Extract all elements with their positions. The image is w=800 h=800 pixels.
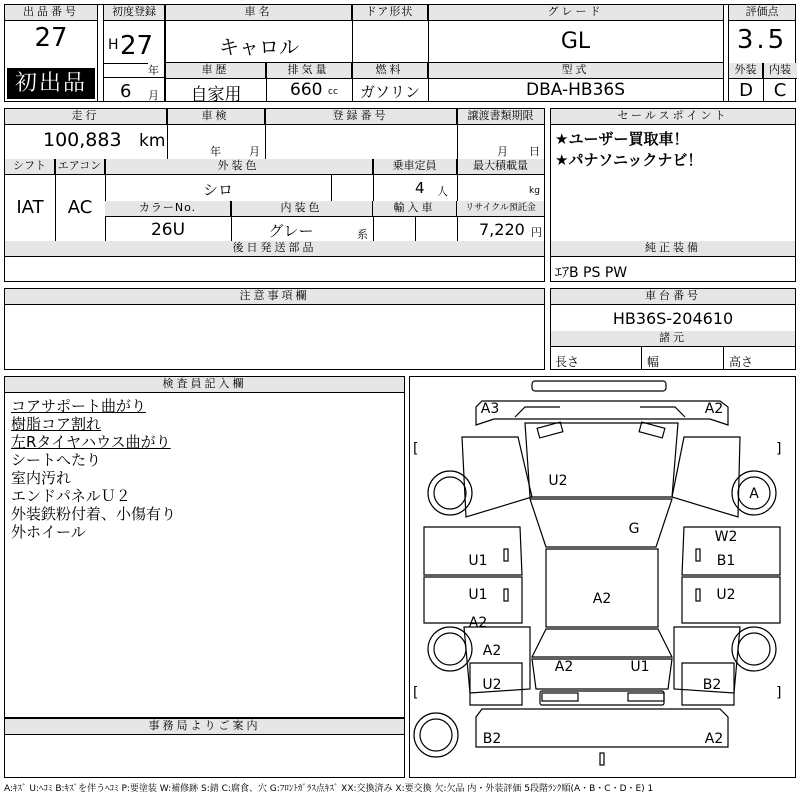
insp-month-unit: 月 (249, 145, 260, 158)
int-label: 内装 (763, 63, 797, 79)
inspection-label: 車検 (167, 109, 265, 125)
spec-label: 諸元 (551, 331, 795, 347)
transfer-day-unit: 日 (529, 145, 540, 158)
spec-block (165, 62, 724, 105)
length-label: 長さ (555, 355, 580, 369)
first-listing-badge: 初出品 (7, 68, 95, 99)
grade-label: グレード (428, 5, 723, 21)
capacity: 4 (415, 179, 425, 197)
inspector-line: シートへたり (11, 451, 102, 469)
sales-point: ★ユーザー買取車！ (555, 130, 689, 148)
damage-mark-u1-left-front-door: U1 (468, 553, 488, 569)
load-unit: kg (529, 186, 540, 196)
ac: AC (67, 197, 93, 218)
ext-color: シロ (202, 181, 233, 199)
car-name: キャロル (219, 35, 299, 59)
damage-mark-b2-rear-bumper-left: B2 (482, 731, 502, 747)
lot-number-cell (4, 4, 98, 102)
damage-mark-a2-rear-bumper-right: A2 (704, 731, 724, 747)
chassis-label: 車台番号 (551, 289, 795, 305)
bracket: [ (413, 685, 419, 701)
reg-no-label: 登録番号 (265, 109, 457, 125)
sales-block (550, 108, 796, 282)
int-color: グレー (268, 222, 314, 240)
recycle-label: リサイクル預託金 (457, 201, 544, 217)
damage-mark-a2-left-rear-door: A2 (468, 615, 488, 631)
ac-label: エアコン (55, 159, 105, 175)
mileage: 100,883 (43, 129, 122, 151)
model-label: 型式 (428, 63, 723, 79)
legend: A:ｷｽﾞ U:ﾍｺﾐ B:ｷｽﾞを伴うﾍｺﾐ P:要塗装 W:補修跡 S:錆 C:腐食、穴 G:ﾌﾛﾝﾄｶﾞﾗｽ点ｷｽﾞ XX:交換済み X:要交換 欠:欠品 内・外装評価 5段階ﾗﾝｸ順(A・B・C・D・E) 1 (4, 784, 654, 794)
damage-mark-g-windshield: G (628, 521, 640, 537)
load-label: 最大積載量 (457, 159, 544, 175)
capacity-label: 乗車定員 (373, 159, 457, 175)
fuel-label: 燃料 (352, 63, 428, 79)
grade: GL (560, 29, 591, 54)
damage-mark-b2-right-rear-quarter: B2 (702, 677, 722, 693)
ext-grade: D (739, 80, 753, 101)
chassis-number: HB36S-204610 (612, 309, 734, 328)
capacity-unit: 人 (437, 185, 448, 198)
mileage-unit: km (139, 131, 166, 151)
inspector-line: 外装鉄粉付着、小傷有り (11, 505, 177, 523)
first-registration-cell (103, 4, 165, 102)
lot-number-label: 出品番号 (5, 5, 97, 21)
damage-mark-u1-rear-right: U1 (630, 659, 650, 675)
car-diagram (409, 376, 796, 778)
damage-mark-u1-left-rear-door: U1 (468, 587, 488, 603)
damage-mark-a2-left-rear-fender: A2 (482, 643, 502, 659)
inspector-notes (11, 397, 176, 541)
score-cell (728, 4, 796, 102)
damage-mark-a2-roof: A2 (592, 591, 612, 607)
lot-number: 27 (34, 23, 68, 53)
width-label: 幅 (647, 355, 660, 369)
inspector-line: 外ホイール (11, 523, 86, 541)
bracket: ] (776, 685, 782, 701)
damage-mark-w2-right: W2 (714, 529, 738, 545)
color-no: 26U (150, 220, 186, 240)
office-block (4, 718, 405, 778)
transfer-month-unit: 月 (497, 145, 508, 158)
damage-mark-u2-left-rear-quarter: U2 (482, 677, 502, 693)
damage-mark-u2-right-rear-door: U2 (716, 587, 736, 603)
damage-mark-a2-trunk: A2 (554, 659, 574, 675)
recycle-unit: 円 (531, 226, 542, 239)
transfer-label: 譲渡書類期限 (457, 109, 544, 125)
int-color-label: 内装色 (231, 201, 373, 217)
inspector-line: 室内汚れ (11, 469, 72, 487)
year-unit: 年 (148, 64, 159, 77)
notes-block (4, 288, 545, 370)
inspector-label: 検査員記入欄 (5, 377, 404, 393)
ext-label: 外装 (729, 63, 763, 79)
damage-mark-a2-front-right: A2 (704, 401, 724, 417)
damage-mark-u2-hood: U2 (548, 473, 568, 489)
import-label: 輸入車 (373, 201, 457, 217)
displacement-label: 排気量 (266, 63, 352, 79)
month-unit: 月 (148, 89, 159, 102)
inspector-line: 樹脂コア割れ (11, 415, 102, 433)
office-label: 事務局よりご案内 (5, 719, 404, 735)
recycle: 7,220 (479, 220, 525, 239)
history-label: 車歴 (166, 63, 266, 79)
equip: ｴｱB PS PW (555, 265, 628, 281)
height-label: 高さ (729, 355, 754, 369)
car-name-label: 車名 (166, 5, 352, 21)
sales-point: ★パナソニックナビ！ (555, 151, 703, 169)
mileage-label: 走行 (5, 109, 167, 125)
displacement-unit: cc (328, 87, 338, 97)
inspector-line: コアサポート曲がり (11, 397, 147, 415)
sales-label: セールスポイント (551, 109, 795, 125)
color-no-label: カラーNo. (105, 201, 231, 217)
damage-mark-b1-right-front-door: B1 (716, 553, 736, 569)
reg-month: 6 (120, 81, 132, 102)
first-reg-label: 初度登録 (104, 5, 164, 21)
displacement: 660 (290, 80, 323, 100)
shift: IAT (16, 197, 44, 218)
bracket: ] (776, 441, 782, 457)
int-color-unit: 系 (357, 228, 368, 241)
score: 3.5 (736, 25, 788, 55)
damage-mark-a-right-front-wheel: A (749, 486, 759, 502)
sales-points (555, 129, 702, 171)
chassis-block (550, 288, 796, 370)
reg-year: 27 (120, 31, 154, 61)
info-block (4, 108, 545, 282)
inspector-line: エンドパネルＵ２ (11, 487, 131, 505)
history: 自家用 (190, 85, 242, 105)
score-label: 評価点 (729, 5, 795, 21)
car-body-outline (410, 377, 795, 777)
door-label: ドア形状 (352, 5, 428, 21)
fuel: ガソリン (359, 83, 420, 101)
inspector-line: 左Rタイヤハウス曲がり (11, 433, 171, 451)
insp-year-unit: 年 (210, 145, 221, 158)
later-parts-label: 後日発送部品 (5, 241, 544, 257)
notes-label: 注意事項欄 (5, 289, 544, 305)
era: H (108, 37, 119, 53)
ext-color-label: 外装色 (105, 159, 373, 175)
damage-mark-a3-front-left: A3 (480, 401, 500, 417)
inspector-block (4, 376, 405, 718)
model: DBA-HB36S (525, 80, 625, 100)
equip-label: 純正装備 (551, 241, 795, 257)
shift-label: シフト (5, 159, 55, 175)
bracket: [ (413, 441, 419, 457)
int-grade: C (773, 80, 787, 101)
